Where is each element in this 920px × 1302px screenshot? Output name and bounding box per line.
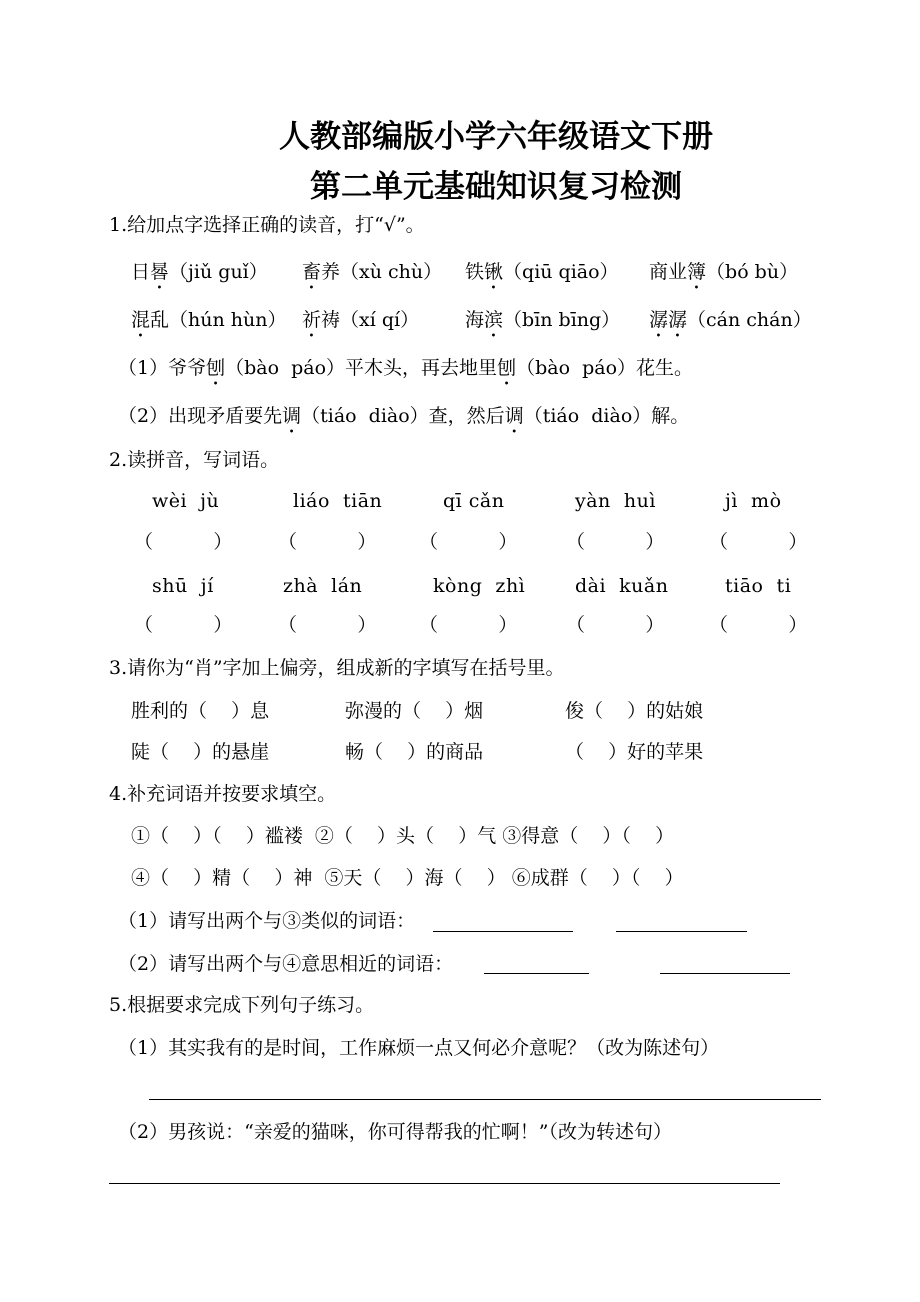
- pinyin: wèi jù: [152, 490, 220, 512]
- q3-item: 胜利的（ ）息: [131, 700, 270, 722]
- q1-sub1: （1）爷爷刨（bào páo）平木头，再去地里刨（bào páo）花生。: [118, 357, 694, 379]
- q1-item: 铁锹（qiū qiāo）: [465, 261, 619, 283]
- answer-blank[interactable]: （ ）: [419, 531, 518, 553]
- q2-stem: 2.读拼音，写词语。: [109, 449, 280, 471]
- q4-sub1: （1）请写出两个与③类似的词语：: [118, 910, 416, 932]
- pinyin: dài kuǎn: [575, 575, 669, 597]
- q3-stem: 3.请你为“肖”字加上偏旁，组成新的字填写在括号里。: [109, 657, 565, 679]
- answer-line[interactable]: [109, 1183, 780, 1184]
- q1-item: 混乱（hún hùn）: [131, 309, 287, 331]
- q1-item: 商业簿（bó bù）: [649, 261, 799, 283]
- q1-item: 祈祷（xí qí）: [302, 309, 420, 331]
- q5-sub1: （1）其实我有的是时间，工作麻烦一点又何必介意呢？（改为陈述句）: [118, 1037, 720, 1059]
- answer-blank[interactable]: （ ）: [709, 614, 808, 636]
- q1-item: 畜养（xù chù）: [302, 261, 443, 283]
- page-title: 人教部编版小学六年级语文下册: [279, 119, 713, 155]
- pinyin: yàn huì: [575, 490, 656, 512]
- answer-blank[interactable]: （ ）: [709, 531, 808, 553]
- q3-item: （ ）好的苹果: [565, 741, 704, 763]
- q1-item: 海滨（bīn bīng）: [465, 309, 621, 331]
- q1-stem: 1.给加点字选择正确的读音，打“√”。: [109, 214, 425, 236]
- pinyin: shū jí: [152, 575, 214, 597]
- q1-item: 潺潺（cán chán）: [649, 309, 812, 331]
- q4-sub2: （2）请写出两个与④意思相近的词语：: [118, 953, 454, 975]
- answer-line[interactable]: [484, 973, 589, 974]
- answer-blank[interactable]: （ ）: [134, 531, 233, 553]
- q4-row: ①（ ）（ ）褴褛 ②（ ）头（ ）气 ③得意（ ）（ ）: [131, 825, 675, 847]
- answer-line[interactable]: [433, 931, 573, 932]
- q1-item: 日晷（jiǔ guǐ）: [131, 261, 268, 283]
- q4-row: ④（ ）精（ ）神 ⑤天（ ）海（ ） ⑥成群（ ）（ ）: [131, 867, 684, 889]
- page-subtitle: 第二单元基础知识复习检测: [310, 169, 682, 205]
- q3-item: 弥漫的（ ）烟: [345, 700, 484, 722]
- q5-stem: 5.根据要求完成下列句子练习。: [109, 994, 375, 1016]
- q3-item: 畅（ ）的商品: [345, 741, 484, 763]
- q1-sub2: （2）出现矛盾要先调（tiáo diào）查，然后调（tiáo diào）解。: [118, 405, 690, 427]
- pinyin: qī cǎn: [443, 490, 505, 512]
- pinyin: kòng zhì: [433, 575, 526, 597]
- pinyin: liáo tiān: [293, 490, 383, 512]
- answer-blank[interactable]: （ ）: [278, 614, 377, 636]
- pinyin: tiāo ti: [725, 575, 792, 597]
- q3-item: 陡（ ）的悬崖: [131, 741, 270, 763]
- answer-blank[interactable]: （ ）: [566, 531, 665, 553]
- answer-blank[interactable]: （ ）: [419, 614, 518, 636]
- pinyin: jì mò: [725, 490, 782, 512]
- answer-blank[interactable]: （ ）: [566, 614, 665, 636]
- answer-blank[interactable]: （ ）: [134, 614, 233, 636]
- answer-line[interactable]: [660, 973, 790, 974]
- answer-line[interactable]: [616, 931, 747, 932]
- q5-sub2: （2）男孩说：“亲爱的猫咪，你可得帮我的忙啊！”（改为转述句）: [118, 1121, 673, 1143]
- q4-stem: 4.补充词语并按要求填空。: [109, 783, 337, 805]
- answer-blank[interactable]: （ ）: [278, 531, 377, 553]
- q3-item: 俊（ ）的姑娘: [565, 700, 704, 722]
- answer-line[interactable]: [149, 1099, 821, 1100]
- pinyin: zhà lán: [283, 575, 363, 597]
